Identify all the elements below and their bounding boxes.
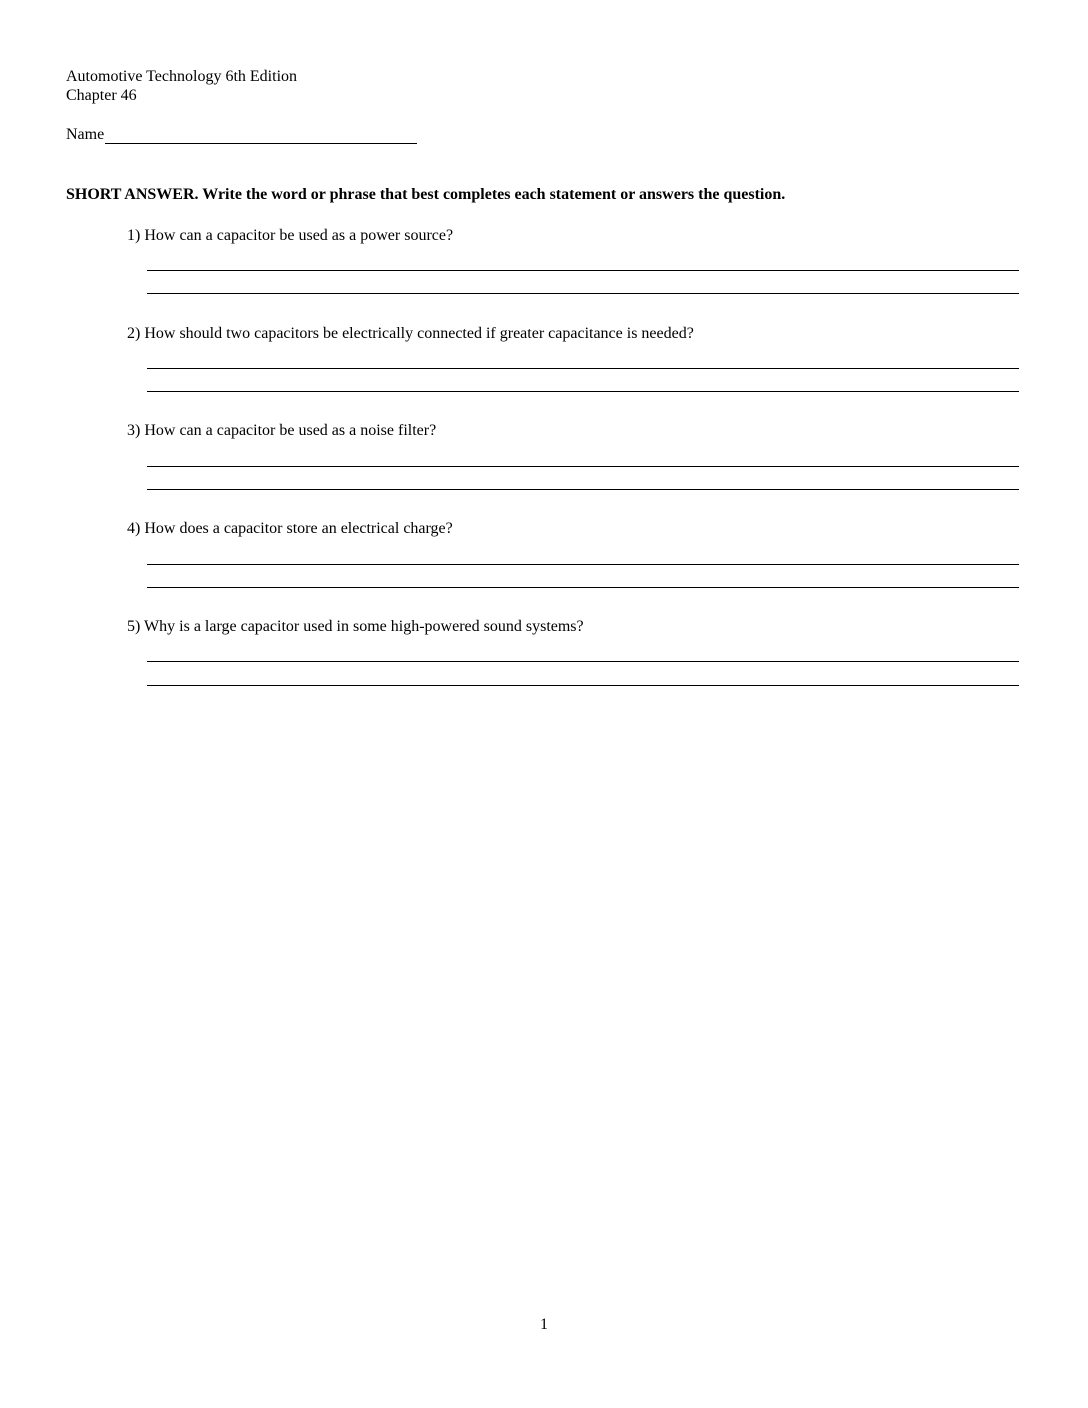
question-text: 3) How can a capacitor be used as a noise filter? [127, 422, 437, 439]
instructions: SHORT ANSWER. Write the word or phrase that best completes each statement or answers the question. [66, 186, 786, 203]
question-5 [127, 617, 1019, 637]
answer-line-1 [147, 368, 1019, 369]
answer-line-1 [147, 564, 1019, 565]
answer-line-2 [147, 587, 1019, 588]
chapter-label: Chapter 46 [66, 87, 137, 104]
name-field [66, 125, 417, 144]
answer-line-2 [147, 685, 1019, 686]
question-text: 4) How does a capacitor store an electrical charge? [127, 520, 453, 537]
question-4 [127, 519, 1019, 539]
name-label: Name [66, 126, 105, 143]
question-text: 1) How can a capacitor be used as a power source? [127, 227, 454, 244]
answer-line-2 [147, 489, 1019, 490]
answer-line-2 [147, 391, 1019, 392]
page-number: 1 [540, 1316, 548, 1333]
document-header [66, 67, 297, 105]
answer-line-2 [147, 293, 1019, 294]
name-blank-line [105, 125, 417, 144]
question-1 [127, 226, 1019, 246]
question-text: 5) Why is a large capacitor used in some high-powered sound systems? [127, 618, 584, 635]
answer-line-1 [147, 661, 1019, 662]
question-text: 2) How should two capacitors be electrically connected if greater capacitance is needed? [127, 325, 694, 342]
answer-line-1 [147, 466, 1019, 467]
answer-line-1 [147, 270, 1019, 271]
question-3 [127, 421, 1019, 441]
question-2 [127, 324, 1019, 344]
book-title: Automotive Technology 6th Edition [66, 68, 298, 85]
